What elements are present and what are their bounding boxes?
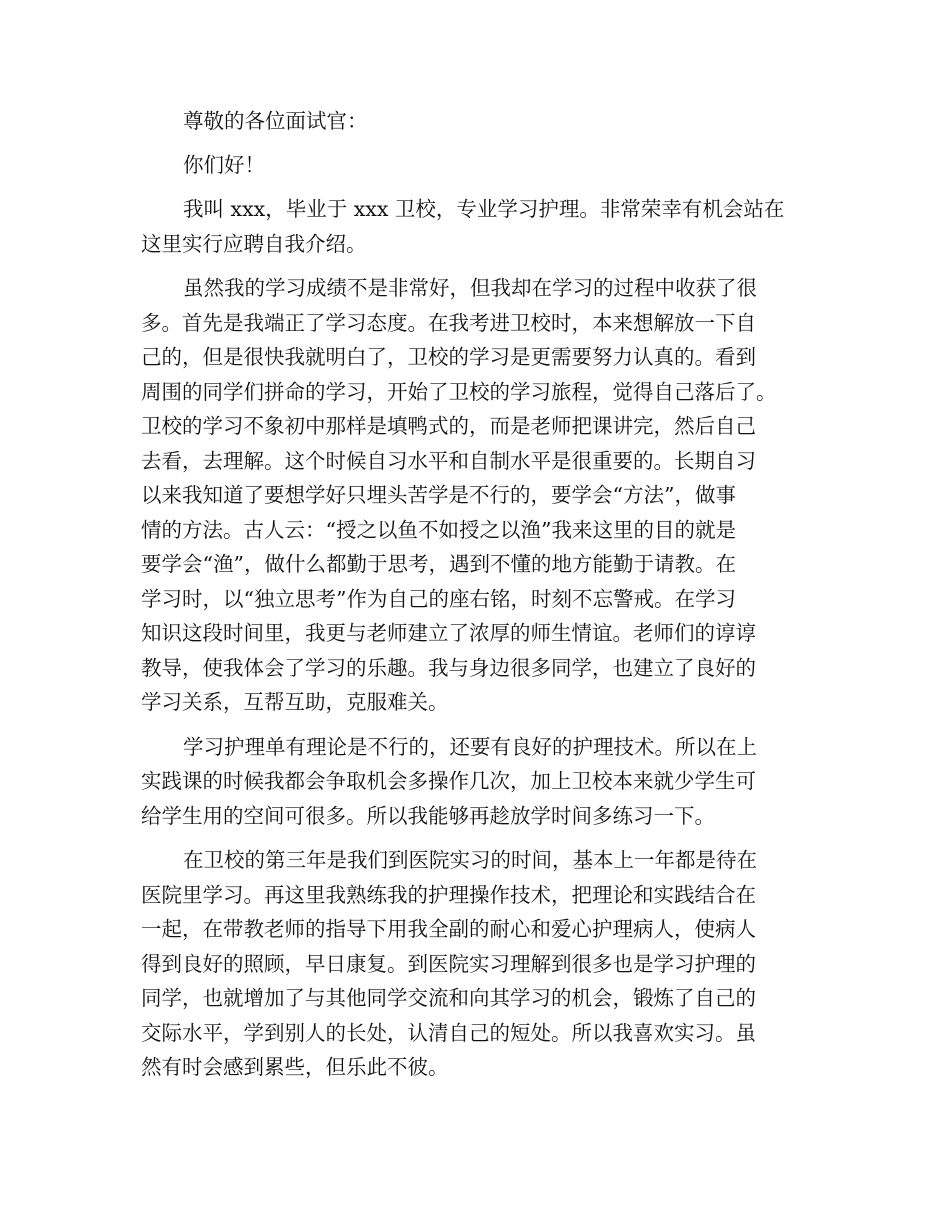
greeting-line: 你们好！ (183, 152, 265, 177)
text-line: 教导，使我体会了学习的乐趣。我与身边很多同学，也建立了良好的 (141, 655, 756, 680)
letter-body (141, 104, 821, 1085)
text-line: 学习护理单有理论是不行的，还要有良好的护理技术。所以在上 (183, 734, 757, 759)
text-line: 虽然我的学习成绩不是非常好，但我却在学习的过程中收获了很 (183, 276, 757, 300)
text-line: 给学生用的空间可很多。所以我能够再趁放学时间多练习一下。 (141, 803, 715, 828)
text-line: 情的方法。古人云：“授之以鱼不如授之以渔”我来这里的目的就是 (141, 517, 736, 542)
text-line: 在卫校的第三年是我们到医院实习的时间，基本上一年都是待在 (183, 848, 757, 872)
text-line: 多。首先是我端正了学习态度。在我考进卫校时，本来想解放一下自 (141, 310, 756, 335)
paragraph-gap (141, 261, 821, 271)
text-line: 然有时会感到累些，但乐此不彼。 (141, 1055, 449, 1079)
paragraph-practice (141, 730, 821, 834)
paragraph-introduction (141, 192, 821, 261)
text-line: 这里实行应聘自我介绍。 (141, 231, 367, 256)
text-line: 己的，但是很快我就明白了，卫校的学习是更需要努力认真的。看到 (141, 345, 756, 369)
text-line: 我叫 xxx，毕业于 xxx 卫校，专业学习护理。非常荣幸有机会站在 (183, 197, 785, 221)
text-line: 卫校的学习不象初中那样是填鸭式的，而是老师把课讲完，然后自己 (141, 414, 756, 438)
greeting-paragraph (141, 148, 821, 183)
salutation-paragraph (141, 104, 821, 139)
text-line: 学习时，以“独立思考”作为自己的座右铭，时刻不忘警戒。在学习 (141, 586, 736, 611)
text-line: 实践课的时候我都会争取机会多操作几次，加上卫校本来就少学生可 (141, 769, 756, 793)
paragraph-gap (141, 833, 821, 843)
paragraph-gap (141, 720, 821, 730)
paragraph-internship (141, 843, 821, 1085)
text-line: 交际水平，学到别人的长处，认清自己的短处。所以我喜欢实习。虽 (141, 1020, 756, 1045)
text-line: 要学会“渔”，做什么都勤于思考，遇到不懂的地方能勤于请教。在 (141, 552, 736, 576)
paragraph-study (141, 271, 821, 720)
salutation-line: 尊敬的各位面试官： (183, 109, 368, 133)
text-line: 知识这段时间里，我更与老师建立了浓厚的师生情谊。老师们的谆谆 (141, 621, 756, 645)
text-line: 同学，也就增加了与其他同学交流和向其学习的机会，锻炼了自己的 (141, 986, 756, 1010)
text-line: 医院里学习。再这里我熟练我的护理操作技术，把理论和实践结合在 (141, 882, 756, 907)
text-line: 去看，去理解。这个时候自习水平和自制水平是很重要的。长期自习 (141, 448, 756, 473)
text-line: 得到良好的照顾，早日康复。到医院实习理解到很多也是学习护理的 (141, 951, 756, 976)
text-line: 周围的同学们拼命的学习，开始了卫校的学习旅程，觉得自己落后了。 (141, 379, 777, 404)
text-line: 以来我知道了要想学好只埋头苦学是不行的，要学会“方法”，做事 (141, 483, 736, 507)
text-line: 学习关系，互帮互助，克服难关。 (141, 690, 449, 714)
text-line: 一起，在带教老师的指导下用我全副的耐心和爱心护理病人，使病人 (141, 917, 756, 941)
